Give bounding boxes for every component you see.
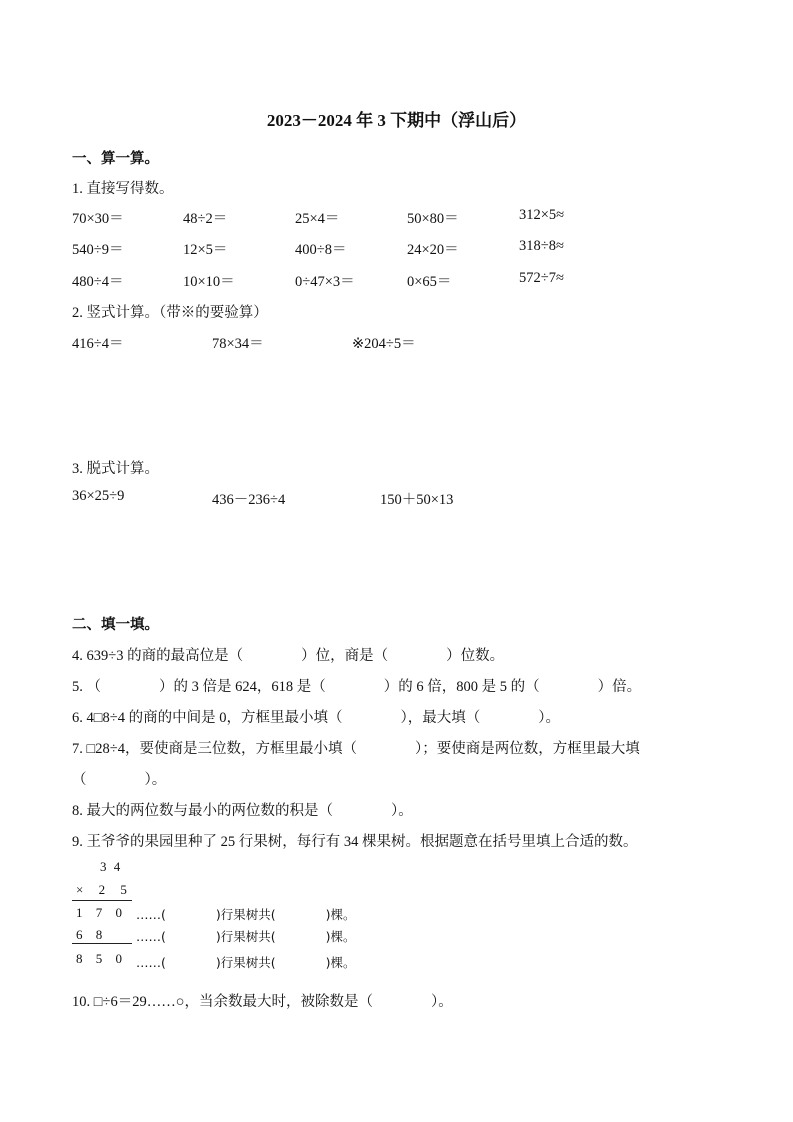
vertical-note: ……( )行果树共( )棵。 [136, 907, 356, 922]
q1-cell: 400÷8＝ [295, 242, 347, 258]
q2-item: 416÷4＝ [72, 336, 124, 352]
page-title: 2023－2024 年 3 下期中（浮山后） [266, 111, 527, 130]
q1-cell: 24×20＝ [407, 242, 459, 258]
q1-cell: 318÷8≈ [519, 238, 564, 254]
q1-cell: 12×5＝ [183, 242, 228, 258]
q2-item: 78×34＝ [212, 336, 264, 352]
q1-cell: 572÷7≈ [519, 270, 564, 286]
vertical-row-multiplicand: 3 4 [100, 859, 123, 874]
vertical-note: ……( )行果树共( )棵。 [136, 929, 356, 944]
q1-cell: 50×80＝ [407, 211, 459, 227]
q10-text: 10. □÷6＝29……○，当余数最大时，被除数是（ ）。 [72, 994, 453, 1010]
vertical-row-partial1: 1 7 0 [76, 905, 124, 920]
q3-label: 3. 脱式计算。 [72, 461, 159, 477]
q9-text: 9. 王爷爷的果园里种了 25 行果树，每行有 34 棵果树。根据题意在括号里填上合适的数。 [72, 834, 638, 850]
q3-item: 436－236÷4 [212, 492, 286, 508]
q8-text: 8. 最大的两位数与最小的两位数的积是（ ）。 [72, 803, 413, 819]
q2-item: ※204÷5＝ [352, 336, 416, 352]
q1-cell: 48÷2＝ [183, 211, 228, 227]
q7-text-line1: 7. □28÷4，要使商是三位数，方框里最小填（ ）；要使商是两位数，方框里最大填 [72, 741, 640, 757]
vertical-row-product: 8 5 0 [76, 951, 124, 966]
q1-cell: 540÷9＝ [72, 242, 124, 258]
vertical-rule [72, 943, 132, 944]
q3-item: 150＋50×13 [380, 492, 454, 508]
vertical-rule [72, 900, 132, 901]
q4-text: 4. 639÷3 的商的最高位是（ ）位，商是（ ）位数。 [72, 648, 505, 664]
vertical-note: ……( )行果树共( )棵。 [136, 955, 356, 970]
q1-cell: 480÷4＝ [72, 274, 124, 290]
q1-cell: 10×10＝ [183, 274, 235, 290]
q1-cell: 70×30＝ [72, 211, 124, 227]
vertical-row-partial2: 6 8 [76, 927, 105, 942]
q1-cell: 0÷47×3＝ [295, 274, 355, 290]
section-1-heading: 一、算一算。 [72, 151, 159, 167]
q6-text: 6. 4□8÷4 的商的中间是 0，方框里最小填（ ），最大填（ ）。 [72, 710, 560, 726]
q1-cell: 0×65＝ [407, 274, 452, 290]
q1-cell: 25×4＝ [295, 211, 340, 227]
q3-item: 36×25÷9 [72, 488, 125, 504]
q1-label: 1. 直接写得数。 [72, 181, 174, 197]
section-2-heading: 二、填一填。 [72, 617, 159, 633]
q5-text: 5. （ ）的 3 倍是 624，618 是（ ）的 6 倍，800 是 5 的（ ）倍。 [72, 679, 642, 695]
vertical-row-multiplier: × 2 5 [76, 882, 129, 897]
q1-cell: 312×5≈ [519, 207, 565, 223]
q2-label: 2. 竖式计算。（带※的要验算） [72, 305, 268, 321]
q7-text-line2: （ ）。 [72, 772, 167, 788]
